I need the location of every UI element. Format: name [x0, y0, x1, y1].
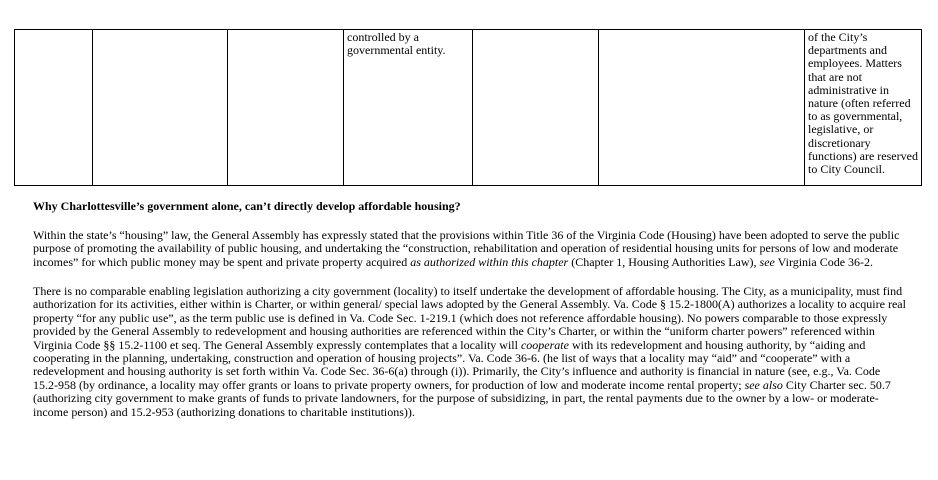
table-cell-3 — [228, 30, 344, 186]
table-cell-1 — [15, 30, 93, 186]
section-heading: Why Charlottesville’s government alone, can’t directly develop affordable housing? — [33, 199, 461, 213]
table-cell-5 — [473, 30, 599, 186]
table-row — [15, 30, 922, 186]
table-cell-7 — [805, 30, 922, 186]
document-table — [14, 29, 922, 186]
paragraph-housing-law: Within the state’s “housing” law, the General Assembly has expressly stated that the provisions within Title 36 of the Virginia Code (Housing) have been adopted to serve the public purpose of promoting the availability of public housing, and undertaking the “construction, rehabilitation and operation of residential housing units for persons of low and moderate incomes” for which public money may be spent and private property acquired as authorized within this chapter (Chapter 1, Housing Authorities Law), see Virginia Code 36-2. — [33, 228, 900, 269]
table-cell-6 — [599, 30, 805, 186]
cell-text-city-council: of the City’s departments and employees. Matters that are not administrative in nature (often referred to as governmental, legislative, or discretionary functions) are reserved to City Council. — [808, 30, 918, 177]
table-cell-4 — [344, 30, 473, 186]
table-cell-2 — [93, 30, 228, 186]
paragraph-enabling-legislation: There is no comparable enabling legislation authorizing a city government (locality) to itself undertake the development of affordable housing. The City, as a municipality, must find authorization for its activities, either within is Charter, or within general/ special laws adopted by the General Assembly. Va. Code § 15.2-1800(A) authorizes a locality to acquire real property “for any public use”, as the term public use is defined in Va. Code Sec. 1-219.1 (which does not reference affordable housing). No powers comparable to those expressly provided by the General Assembly to redevelopment and housing authorities are referenced within the City’s Charter, or within the “uniform charter powers” referenced within Virginia Code §§ 15.2-1100 et seq. The General Assembly expressly contemplates that a locality will cooperate with its redevelopment and housing authority, by “aiding and cooperating in the planning, undertaking, construction and operation of housing projects”. Va. Code 36-6. (he list of ways that a locality may “aid” and “cooperate” with a redevelopment and housing authority is set forth within Va. Code Sec. 36-6(a) through (i)). Primarily, the City’s influence and authority is financial in nature (see, e.g., Va. Code 15.2-958 (by ordinance, a locality may offer grants or loans to private property owners, for production of low and moderate income rental property; see also City Charter sec. 50.7 (authorizing city government to make grants of funds to private landowners, for the purpose of subsidizing, in part, the rental payments due to the owner by a low- or moderate-income person) and 15.2-953 (authorizing donations to charitable institutions)). — [33, 284, 906, 419]
cell-text-controlled: controlled by a governmental entity. — [347, 30, 446, 58]
